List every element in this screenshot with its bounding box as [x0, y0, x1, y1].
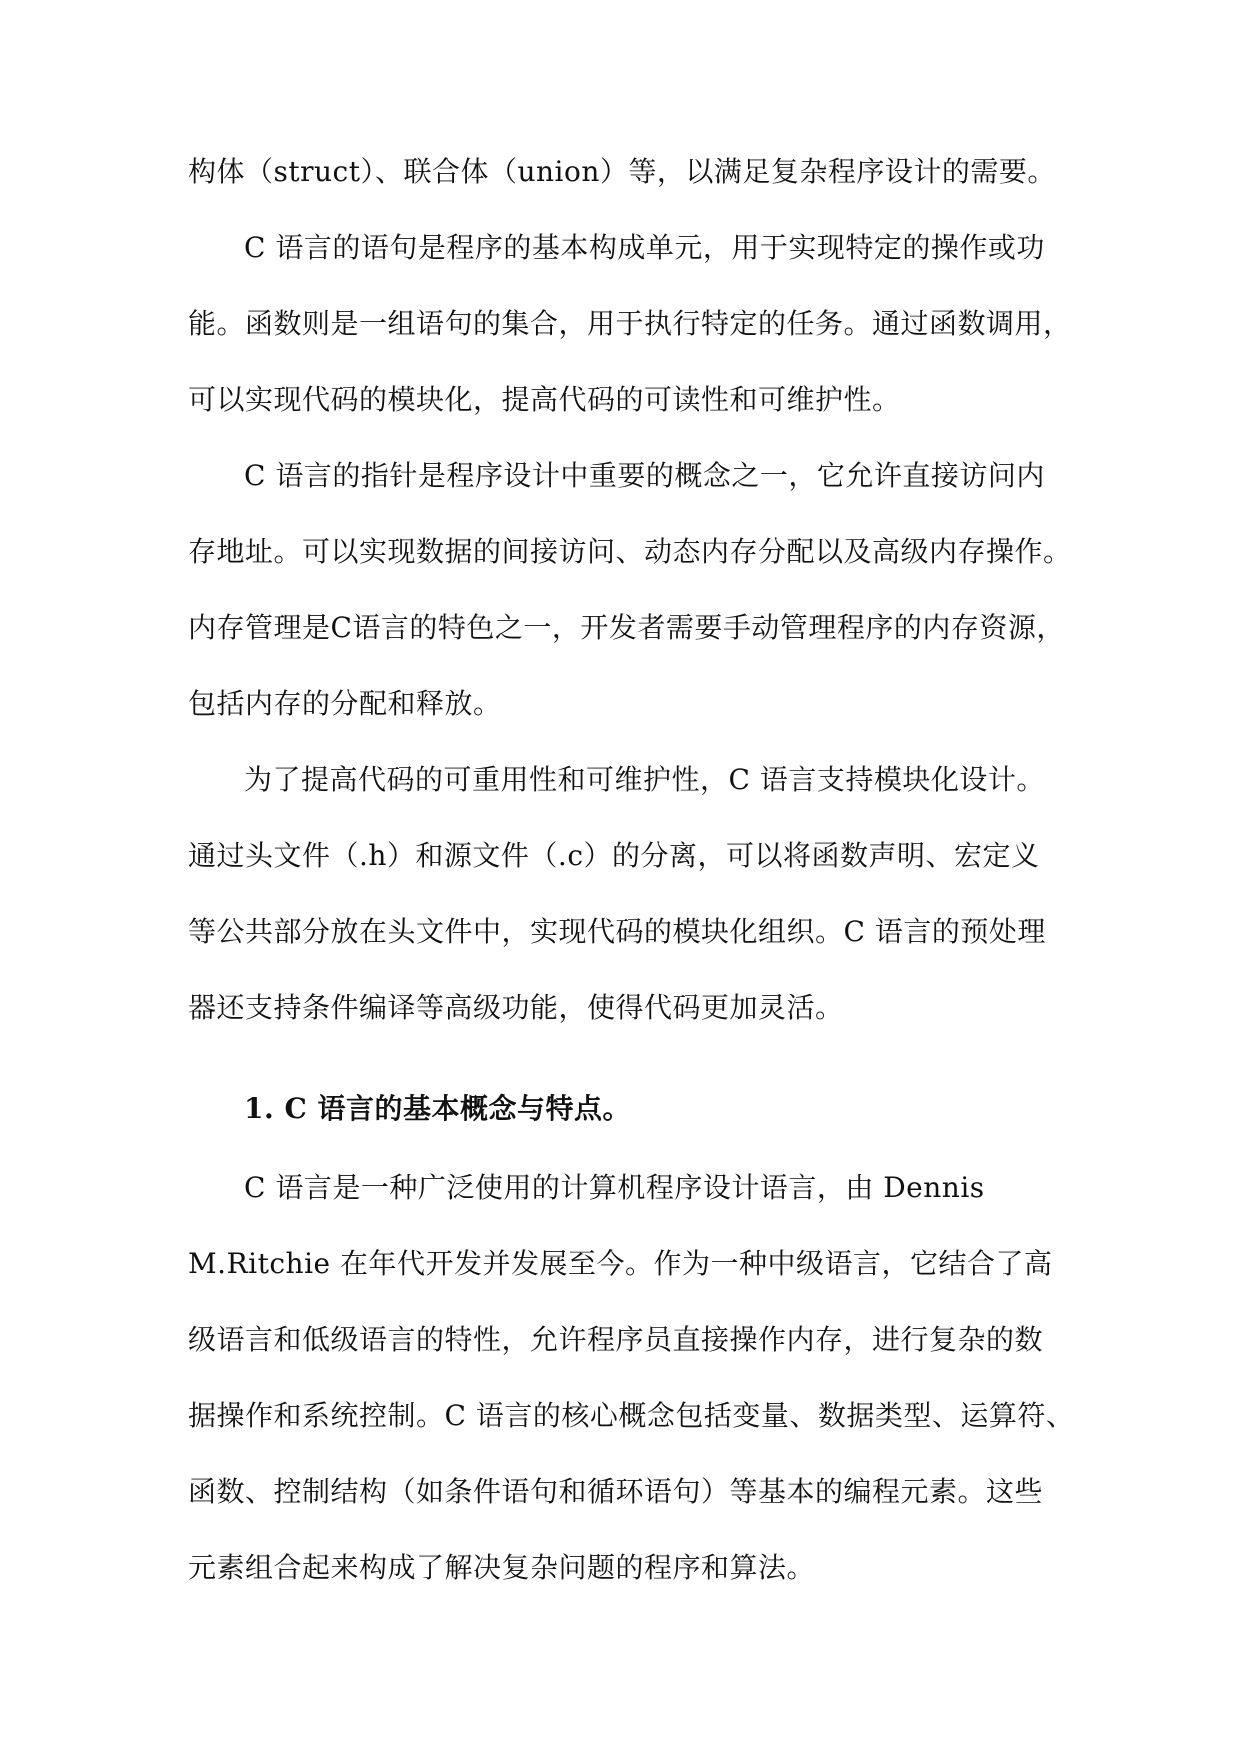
- text-line: 内存管理是C语言的特色之一，开发者需要手动管理程序的内存资源，: [188, 611, 1065, 644]
- text-line: 通过头文件（.h）和源文件（.c）的分离，可以将函数声明、宏定义: [188, 839, 1040, 872]
- section-heading: 1. C 语言的基本概念与特点。: [244, 1092, 632, 1125]
- text-line: M.Ritchie 在年代开发并发展至今。作为一种中级语言，它结合了高: [188, 1247, 1053, 1280]
- text-line: 等公共部分放在头文件中，实现代码的模块化组织。C 语言的预处理: [188, 915, 1046, 948]
- paragraph-first-line: 为了提高代码的可重用性和可维护性，C 语言支持模块化设计。: [244, 763, 1045, 796]
- text-line: 级语言和低级语言的特性，允许程序员直接操作内存，进行复杂的数: [188, 1323, 1044, 1356]
- text-line: 器还支持条件编译等高级功能，使得代码更加灵活。: [188, 991, 844, 1024]
- paragraph-first-line: C 语言的语句是程序的基本构成单元，用于实现特定的操作或功: [244, 231, 1045, 264]
- text-line: 函数、控制结构（如条件语句和循环语句）等基本的编程元素。这些: [188, 1475, 1044, 1508]
- paragraph-first-line: C 语言的指针是程序设计中重要的概念之一，它允许直接访问内: [244, 459, 1045, 492]
- text-line: 元素组合起来构成了解决复杂问题的程序和算法。: [188, 1551, 816, 1584]
- text-line: 存地址。可以实现数据的间接访问、动态内存分配以及高级内存操作。: [188, 535, 1072, 568]
- text-line: 据操作和系统控制。C 语言的核心概念包括变量、数据类型、运算符、: [188, 1399, 1075, 1432]
- text-line: 包括内存的分配和释放。: [188, 687, 502, 720]
- text-line: 能。函数则是一组语句的集合，用于执行特定的任务。通过函数调用，: [188, 307, 1072, 340]
- text-line: 可以实现代码的模块化，提高代码的可读性和可维护性。: [188, 383, 901, 416]
- text-line: 构体（struct）、联合体（union）等，以满足复杂程序设计的需要。: [188, 155, 1056, 188]
- paragraph-first-line: C 语言是一种广泛使用的计算机程序设计语言，由 Dennis: [244, 1171, 985, 1204]
